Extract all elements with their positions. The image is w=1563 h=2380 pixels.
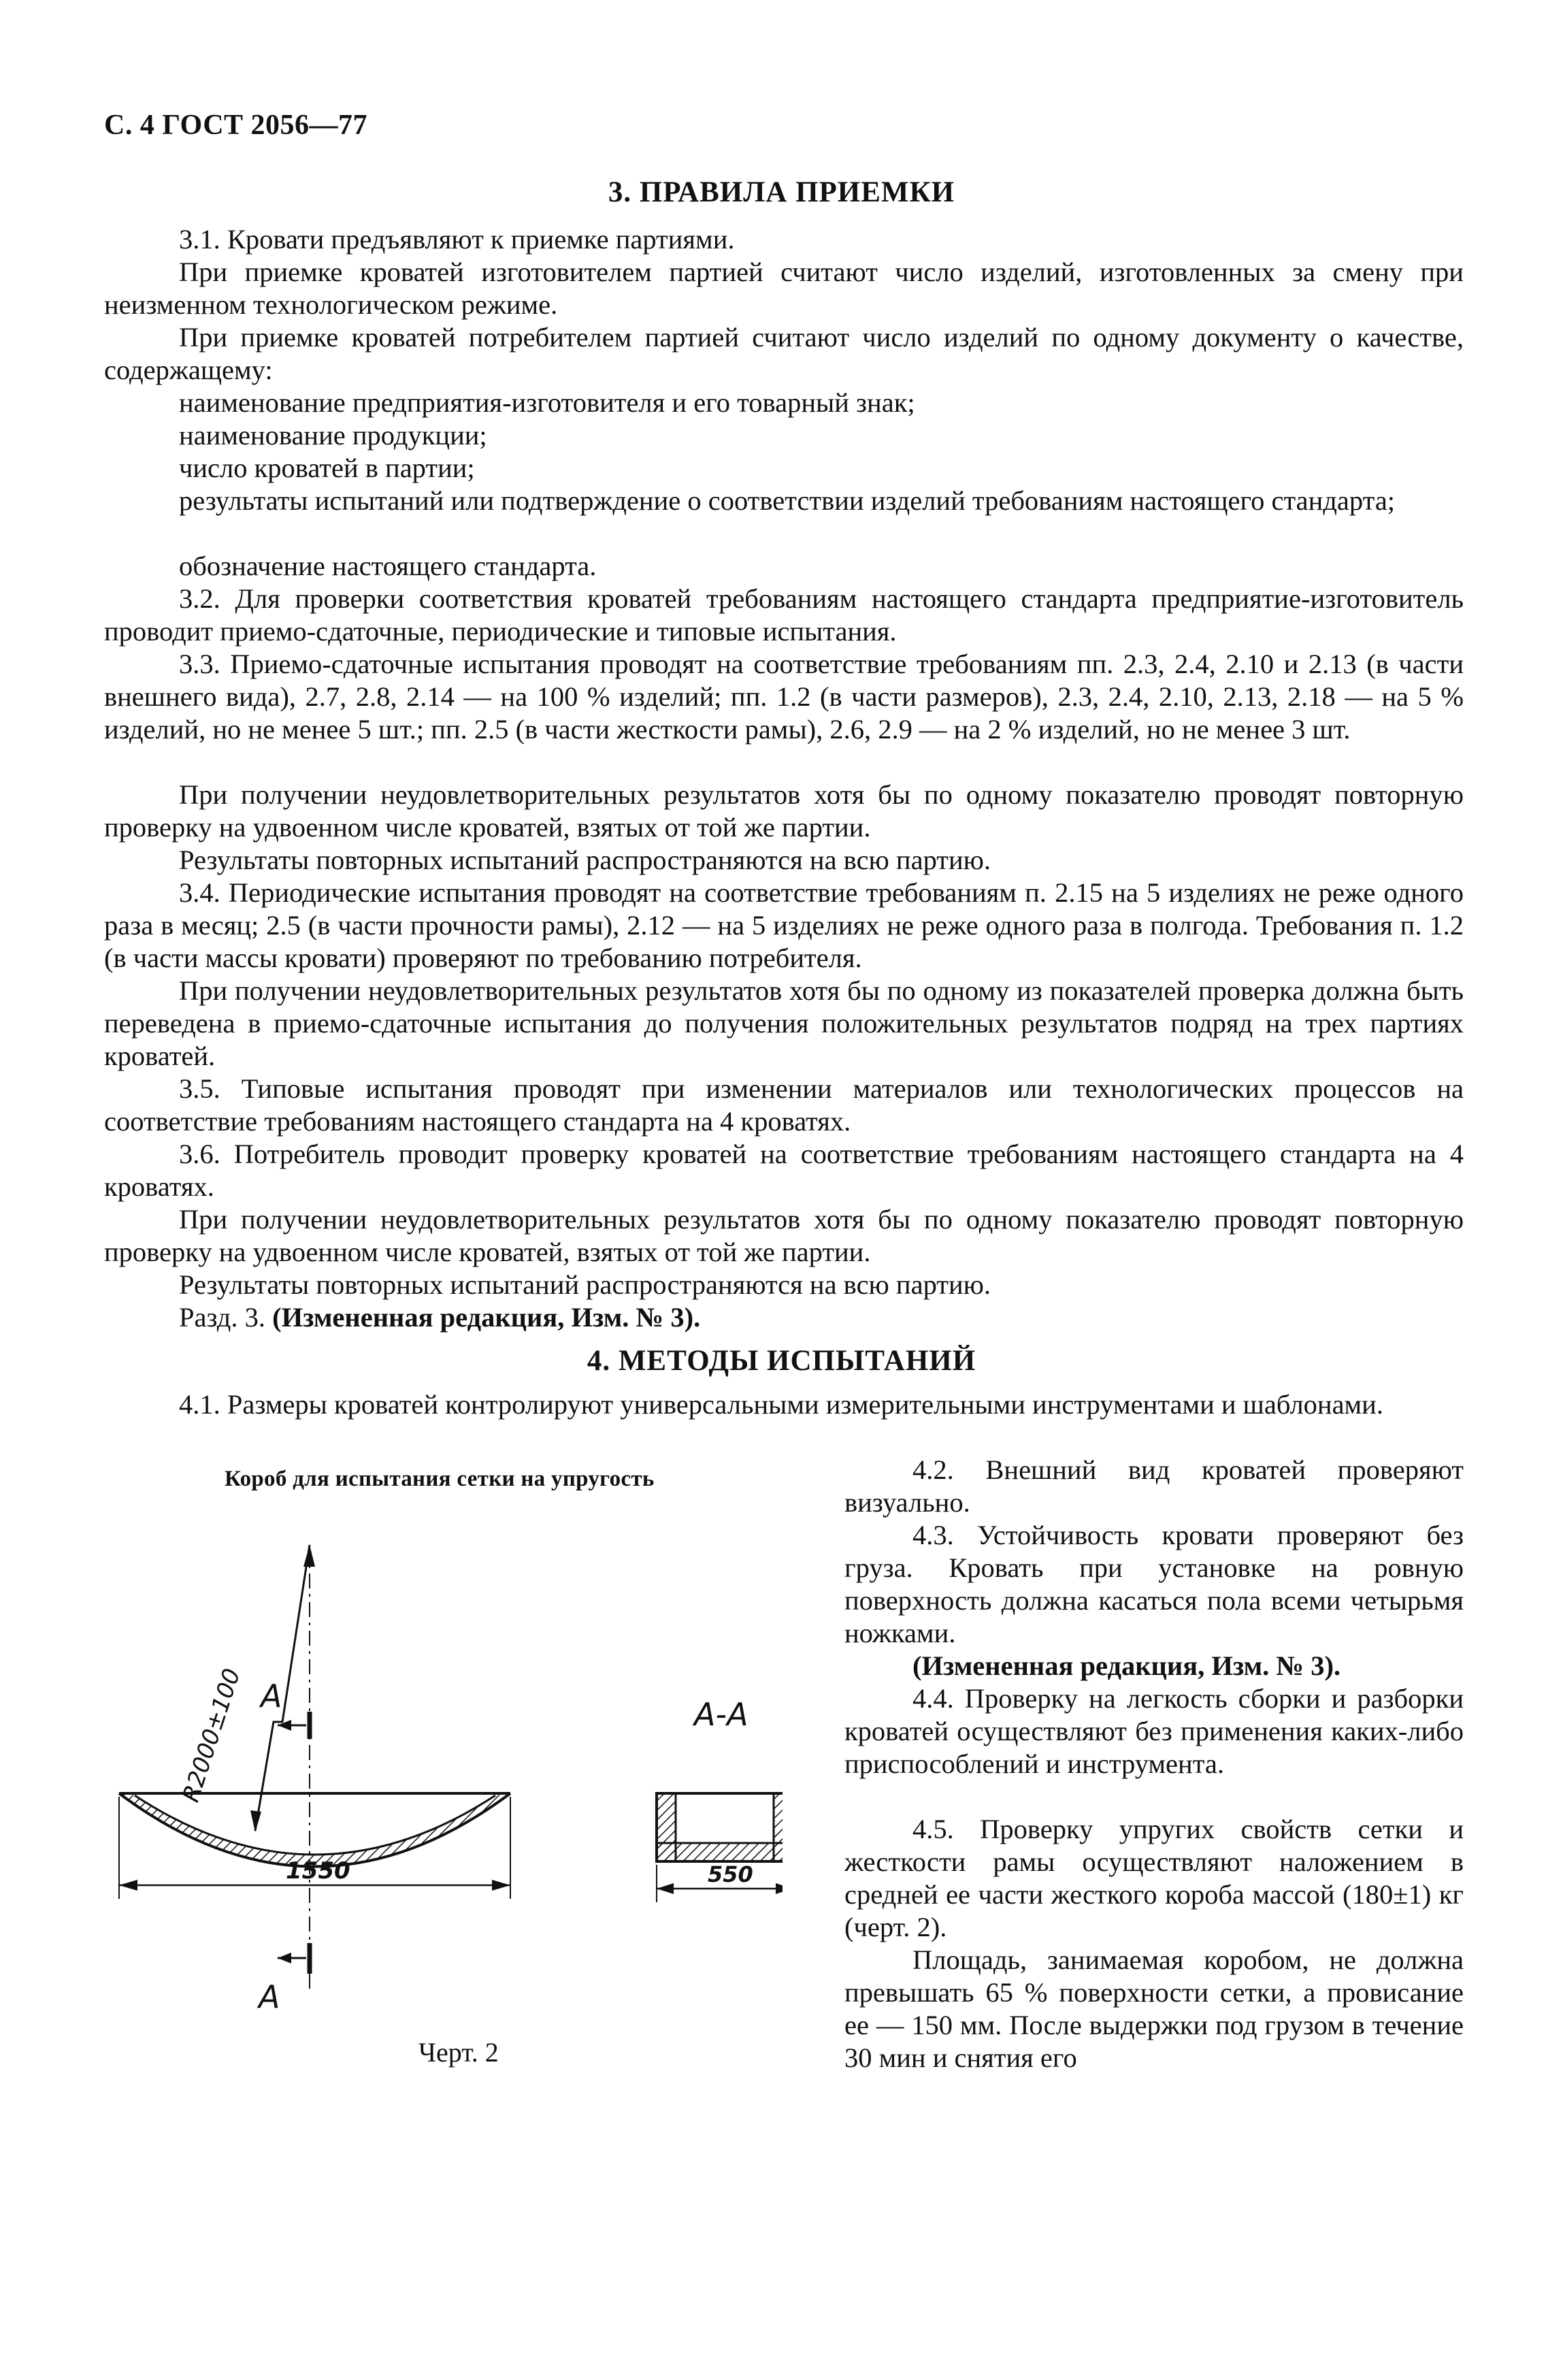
- paragraph-4-3: 4.3. Устойчивость кровати проверяют без груза. Кровать при установке на ровную поверхность должна касаться пола всеми четырьмя ножками.: [844, 1520, 1464, 1648]
- section-4-title: 4. МЕТОДЫ ИСПЫТАНИЙ: [587, 1345, 976, 1377]
- list-item: обозначение настоящего стандарта.: [179, 551, 597, 581]
- paragraph-3-2: 3.2. Для проверки соответствия кроватей требованиям настоящего стандарта предприятие-изготовитель проводит приемо-сдаточные, периодические и типовые испытания.: [104, 583, 1464, 647]
- revision-note-4-3: (Измененная редакция, Изм. № 3).: [912, 1650, 1341, 1681]
- paragraph-3-4: 3.4. Периодические испытания проводят на соответствие требованиям п. 2.15 на 5 изделиях не реже одного раза в месяц; 2.5 (в части прочности рамы), 2.12 — на 5 изделиях не реже одного раза в полгода. Требования п. 1.2 (в части массы кровати) проверяют по требованию потребителя.: [104, 877, 1464, 973]
- paragraph-4-4: 4.4. Проверку на легкость сборки и разборки кроватей осуществляют без применения каких-либо приспособлений и инструмента.: [844, 1683, 1464, 1779]
- paragraph-4-1: 4.1. Размеры кроватей контролируют универсальными измерительными инструментами и шаблонами.: [179, 1389, 1383, 1420]
- figure-caption: Черт. 2: [418, 2037, 499, 2068]
- section-3-title: 3. ПРАВИЛА ПРИЕМКИ: [608, 176, 955, 208]
- section-marker-bottom: [278, 1943, 310, 1974]
- paragraph-retest: При получении неудовлетворительных результатов хотя бы по одному показателю проводят повторную проверку на удвоенном числе кроватей, взятых от той же партии.: [104, 779, 1464, 843]
- paragraph-periodic-fail: При получении неудовлетворительных результатов хотя бы по одному из показателей проверка должна быть переведена в приемо-сдаточные испытания до получения положительных результатов подряд на трех партиях кроватей.: [104, 975, 1464, 1071]
- list-item: число кроватей в партии;: [179, 453, 475, 483]
- revision-text: (Измененная редакция, Изм. № 3).: [272, 1302, 701, 1333]
- paragraph-4-5: 4.5. Проверку упругих свойств сетки и жесткости рамы осуществляют наложением в средней ее части жесткого короба массой (180±1) кг (черт. 2).: [844, 1814, 1464, 1942]
- paragraph-3-3: 3.3. Приемо-сдаточные испытания проводят на соответствие требованиям пп. 2.3, 2.4, 2.10 и 2.13 (в части внешнего вида), 2.7, 2.8, 2.14 — на 100 % изделий; пп. 1.2 (в части размеров), 2.3, 2.4, 2.10, 2.13, 2.18 — на 5 % изделий, но не менее 5 шт.; пп. 2.5 (в части жесткости рамы), 2.6, 2.9 — на 2 % изделий, но не менее 3 шт.: [104, 649, 1464, 745]
- running-head: С. 4 ГОСТ 2056—77: [104, 110, 368, 141]
- length-dimension-label: 1550: [286, 1857, 350, 1885]
- revision-prefix: Разд. 3.: [179, 1302, 265, 1333]
- list-item: результаты испытаний или подтверждение о соответствии изделий требованиям настоящего стандарта;: [179, 485, 1396, 516]
- revision-note-section-3: [104, 1301, 1464, 1334]
- test-box-drawing: [102, 1518, 783, 2035]
- box-inner-curve: [135, 1795, 495, 1855]
- section-mark-top: А: [261, 1678, 282, 1714]
- paragraph-retest-result: Результаты повторных испытаний распространяются на всю партию.: [179, 845, 991, 875]
- section-mark-bottom: А: [259, 1978, 280, 2015]
- paragraph-3-6: 3.6. Потребитель проводит проверку кроватей на соответствие требованиям настоящего стандарта на 4 кроватях.: [104, 1139, 1464, 1202]
- paragraph-lot-consumer: При приемке кроватей потребителем партией считают число изделий по одному документу о качестве, содержащему:: [104, 322, 1464, 385]
- paragraph-4-2: 4.2. Внешний вид кроватей проверяют визуально.: [844, 1454, 1464, 1518]
- width-dimension-label: 550: [708, 1861, 753, 1887]
- list-item: наименование продукции;: [179, 420, 487, 451]
- paragraph-lot-manufacturer: При приемке кроватей изготовителем партией считают число изделий, изготовленных за смену при неизменном технологическом режиме.: [104, 257, 1464, 320]
- list-item: наименование предприятия-изготовителя и его товарный знак;: [179, 387, 915, 418]
- box-wall-hatch: [119, 1793, 510, 1867]
- paragraph-retest-result-2: Результаты повторных испытаний распространяются на всю партию.: [179, 1269, 991, 1300]
- section-view-label: А-А: [694, 1696, 748, 1733]
- paragraph-3-5: 3.5. Типовые испытания проводят при изменении материалов или технологических процессов на соответствие требованиям настоящего стандарта на 4 кроватях.: [104, 1073, 1464, 1137]
- figure-title: Короб для испытания сетки на упругость: [225, 1467, 655, 1491]
- box-front-view: [119, 1793, 510, 1867]
- radius-label: R2000±100: [177, 1665, 246, 1806]
- paragraph-retest-2: При получении неудовлетворительных результатов хотя бы по одному показателю проводят повторную проверку на удвоенном числе кроватей, взятых от той же партии.: [104, 1204, 1464, 1267]
- paragraph-4-5-continued: Площадь, занимаемая коробом, не должна превышать 65 % поверхности сетки, а провисание ее — 150 мм. После выдержки под грузом в течение 30 мин и снятия его: [844, 1944, 1464, 2073]
- paragraph-3-1: 3.1. Кровати предъявляют к приемке партиями.: [179, 224, 735, 255]
